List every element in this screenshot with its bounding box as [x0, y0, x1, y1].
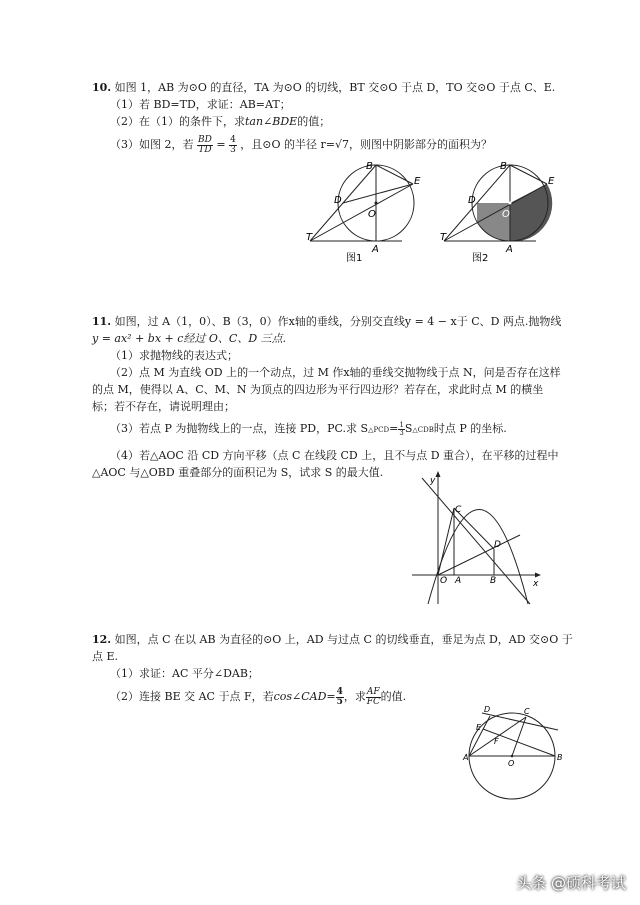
q11-part2b: 的点 M，使得以 A、C、M、N 为顶点的四边形为平行四边形？若存在，求此时点 M 的横坐: [92, 383, 544, 396]
q12-part2-fraction: $\frac{AF}{FC}$: [366, 686, 380, 707]
q12-part2-value: $\frac{4}{5}$: [336, 686, 343, 707]
q12-label-d: D: [484, 705, 491, 714]
q10-fig2-label-a: A: [506, 244, 513, 255]
q10-fig1-label-b: B: [366, 161, 373, 172]
q12-part2-mid: ，求: [343, 690, 366, 703]
q11-stem-line2: y = ax² + bx + c经过 O、C、D 三点.: [92, 332, 287, 345]
q10-part3: [110, 134, 492, 156]
q10-part3-fraction: $\frac{BD}{TD}$: [198, 134, 212, 155]
q11-part2c: 标；若不存在，请说明理由；: [92, 400, 235, 413]
q10-figure2: [440, 160, 564, 264]
q12-part1: （1）求证：AC 平分∠DAB；: [110, 667, 259, 680]
q12-part2-post: 的值.: [380, 690, 407, 703]
q11-label-c: C: [455, 505, 462, 515]
q10-fig1-caption: 图1: [346, 253, 363, 264]
q10-part2-pre: （2）在（1）的条件下，求: [110, 115, 245, 128]
q10-fig2-label-o: O: [502, 209, 510, 220]
q10-part3-pre: （3）如图 2，若: [110, 138, 194, 151]
q10-fig1-label-d: D: [334, 195, 342, 206]
q10-fig2-label-b: B: [500, 161, 507, 172]
q11-label-x: x: [533, 579, 539, 589]
q12-part2-pre: （2）连接 BE 交 AC 于点 F，若: [110, 690, 274, 703]
q11-label-d: D: [494, 540, 501, 550]
q10-number: 10.: [92, 81, 112, 94]
q11-part4a: （4）若△AOC 沿 CD 方向平移（点 C 在线段 CD 上，且不与点 D 重合），在平移的过程中: [110, 449, 559, 462]
q12-label-f: F: [494, 737, 499, 746]
q12-label-c: C: [524, 707, 530, 716]
q10-fig2-label-t: T: [440, 232, 447, 243]
q11-part2a: （2）点 M 为直线 OD 上的一个动点，过 M 作x轴的垂线交抛物线于点 N，问是否存在这样: [110, 366, 561, 379]
q10-stem: 如图 1，AB 为⊙O 的直径，TA 为⊙O 的切线，BT 交⊙O 于点 D，TO 交⊙O 于点 C、E.: [114, 81, 556, 94]
q12-part2-math: cos∠CAD: [273, 690, 327, 703]
q10-fig1-label-a: A: [372, 244, 379, 255]
q12-line2: 点 E.: [92, 650, 119, 663]
q11-part3-pre: （3）若点 P 为抛物线上的一点，连接 PD，PC.求 S: [110, 422, 369, 435]
q11-part3-post: 时点 P 的坐标.: [433, 422, 507, 435]
q12-label-o: O: [508, 759, 515, 768]
q10-fig1-label-o: O: [368, 209, 376, 220]
q12-stem-line1: 如图，点 C 在以 AB 为直径的⊙O 上，AD 与过点 C 的切线垂直，垂足为点 D，AD 交⊙O 于: [114, 633, 573, 646]
q11-number: 11.: [92, 315, 112, 328]
q12-label-a: A: [463, 753, 469, 762]
q10-part3-value: $\frac{4}{3}$: [230, 134, 236, 155]
q11-stem-line1: 如图，过 A（1，0）、B（3，0）作x轴的垂线，分别交直线y = 4 − x于 C、D 两点.抛物线: [114, 315, 562, 328]
q12-label-e: E: [476, 723, 482, 732]
q12-part2-eq: =: [326, 690, 336, 703]
q11-part4b: △AOC 与△OBD 重叠部分的面积记为 S，试求 S 的最大值.: [92, 466, 384, 479]
q12-label-b: B: [557, 753, 563, 762]
q11-part3: [110, 420, 507, 439]
q11-label-b: B: [490, 576, 497, 586]
q11-part3-s2: S: [404, 422, 413, 435]
q11-label-a: A: [455, 576, 462, 586]
q12-figure: [462, 700, 572, 810]
q10-part2-math: tan∠BDE: [245, 115, 298, 128]
q10-figure1: [306, 160, 430, 264]
q11-part3-sub2: △CDB: [412, 426, 434, 434]
q10-part3-post: ，且⊙O 的半径 r=√7，则图中阴影部分的面积为？: [240, 138, 493, 151]
q10-part1: （1）若 BD=TD，求证：AB=AT；: [110, 98, 291, 111]
q10-fig2-label-d: D: [468, 195, 476, 206]
watermark-text: 头条 @硕科考试: [516, 874, 626, 892]
q11-part3-sub1: △PCD: [368, 426, 390, 434]
q11-line2: [92, 331, 286, 346]
q11-part3-fraction: $\frac{1}{3}$: [399, 420, 404, 437]
q12-number: 12.: [92, 633, 112, 646]
q10-part2-post: 的值；: [297, 115, 331, 128]
q10-part2: [110, 114, 330, 129]
q10-part3-eq: =: [216, 138, 226, 151]
q10-stem-line: [92, 80, 555, 95]
q12-line1: [92, 632, 573, 647]
q11-label-y: y: [430, 476, 436, 486]
q10-fig2-caption: 图2: [472, 253, 489, 264]
q11-part1: （1）求抛物线的表达式；: [110, 349, 238, 362]
q12-part2: [110, 686, 406, 708]
q10-fig1-label-e: E: [414, 176, 421, 187]
q11-part3-eq: =: [389, 422, 399, 435]
q10-fig2-label-e: E: [548, 176, 555, 187]
q11-figure: [410, 470, 545, 605]
q11-line1: [92, 314, 561, 329]
q11-label-o: O: [440, 576, 448, 586]
q10-fig1-label-t: T: [306, 232, 313, 243]
